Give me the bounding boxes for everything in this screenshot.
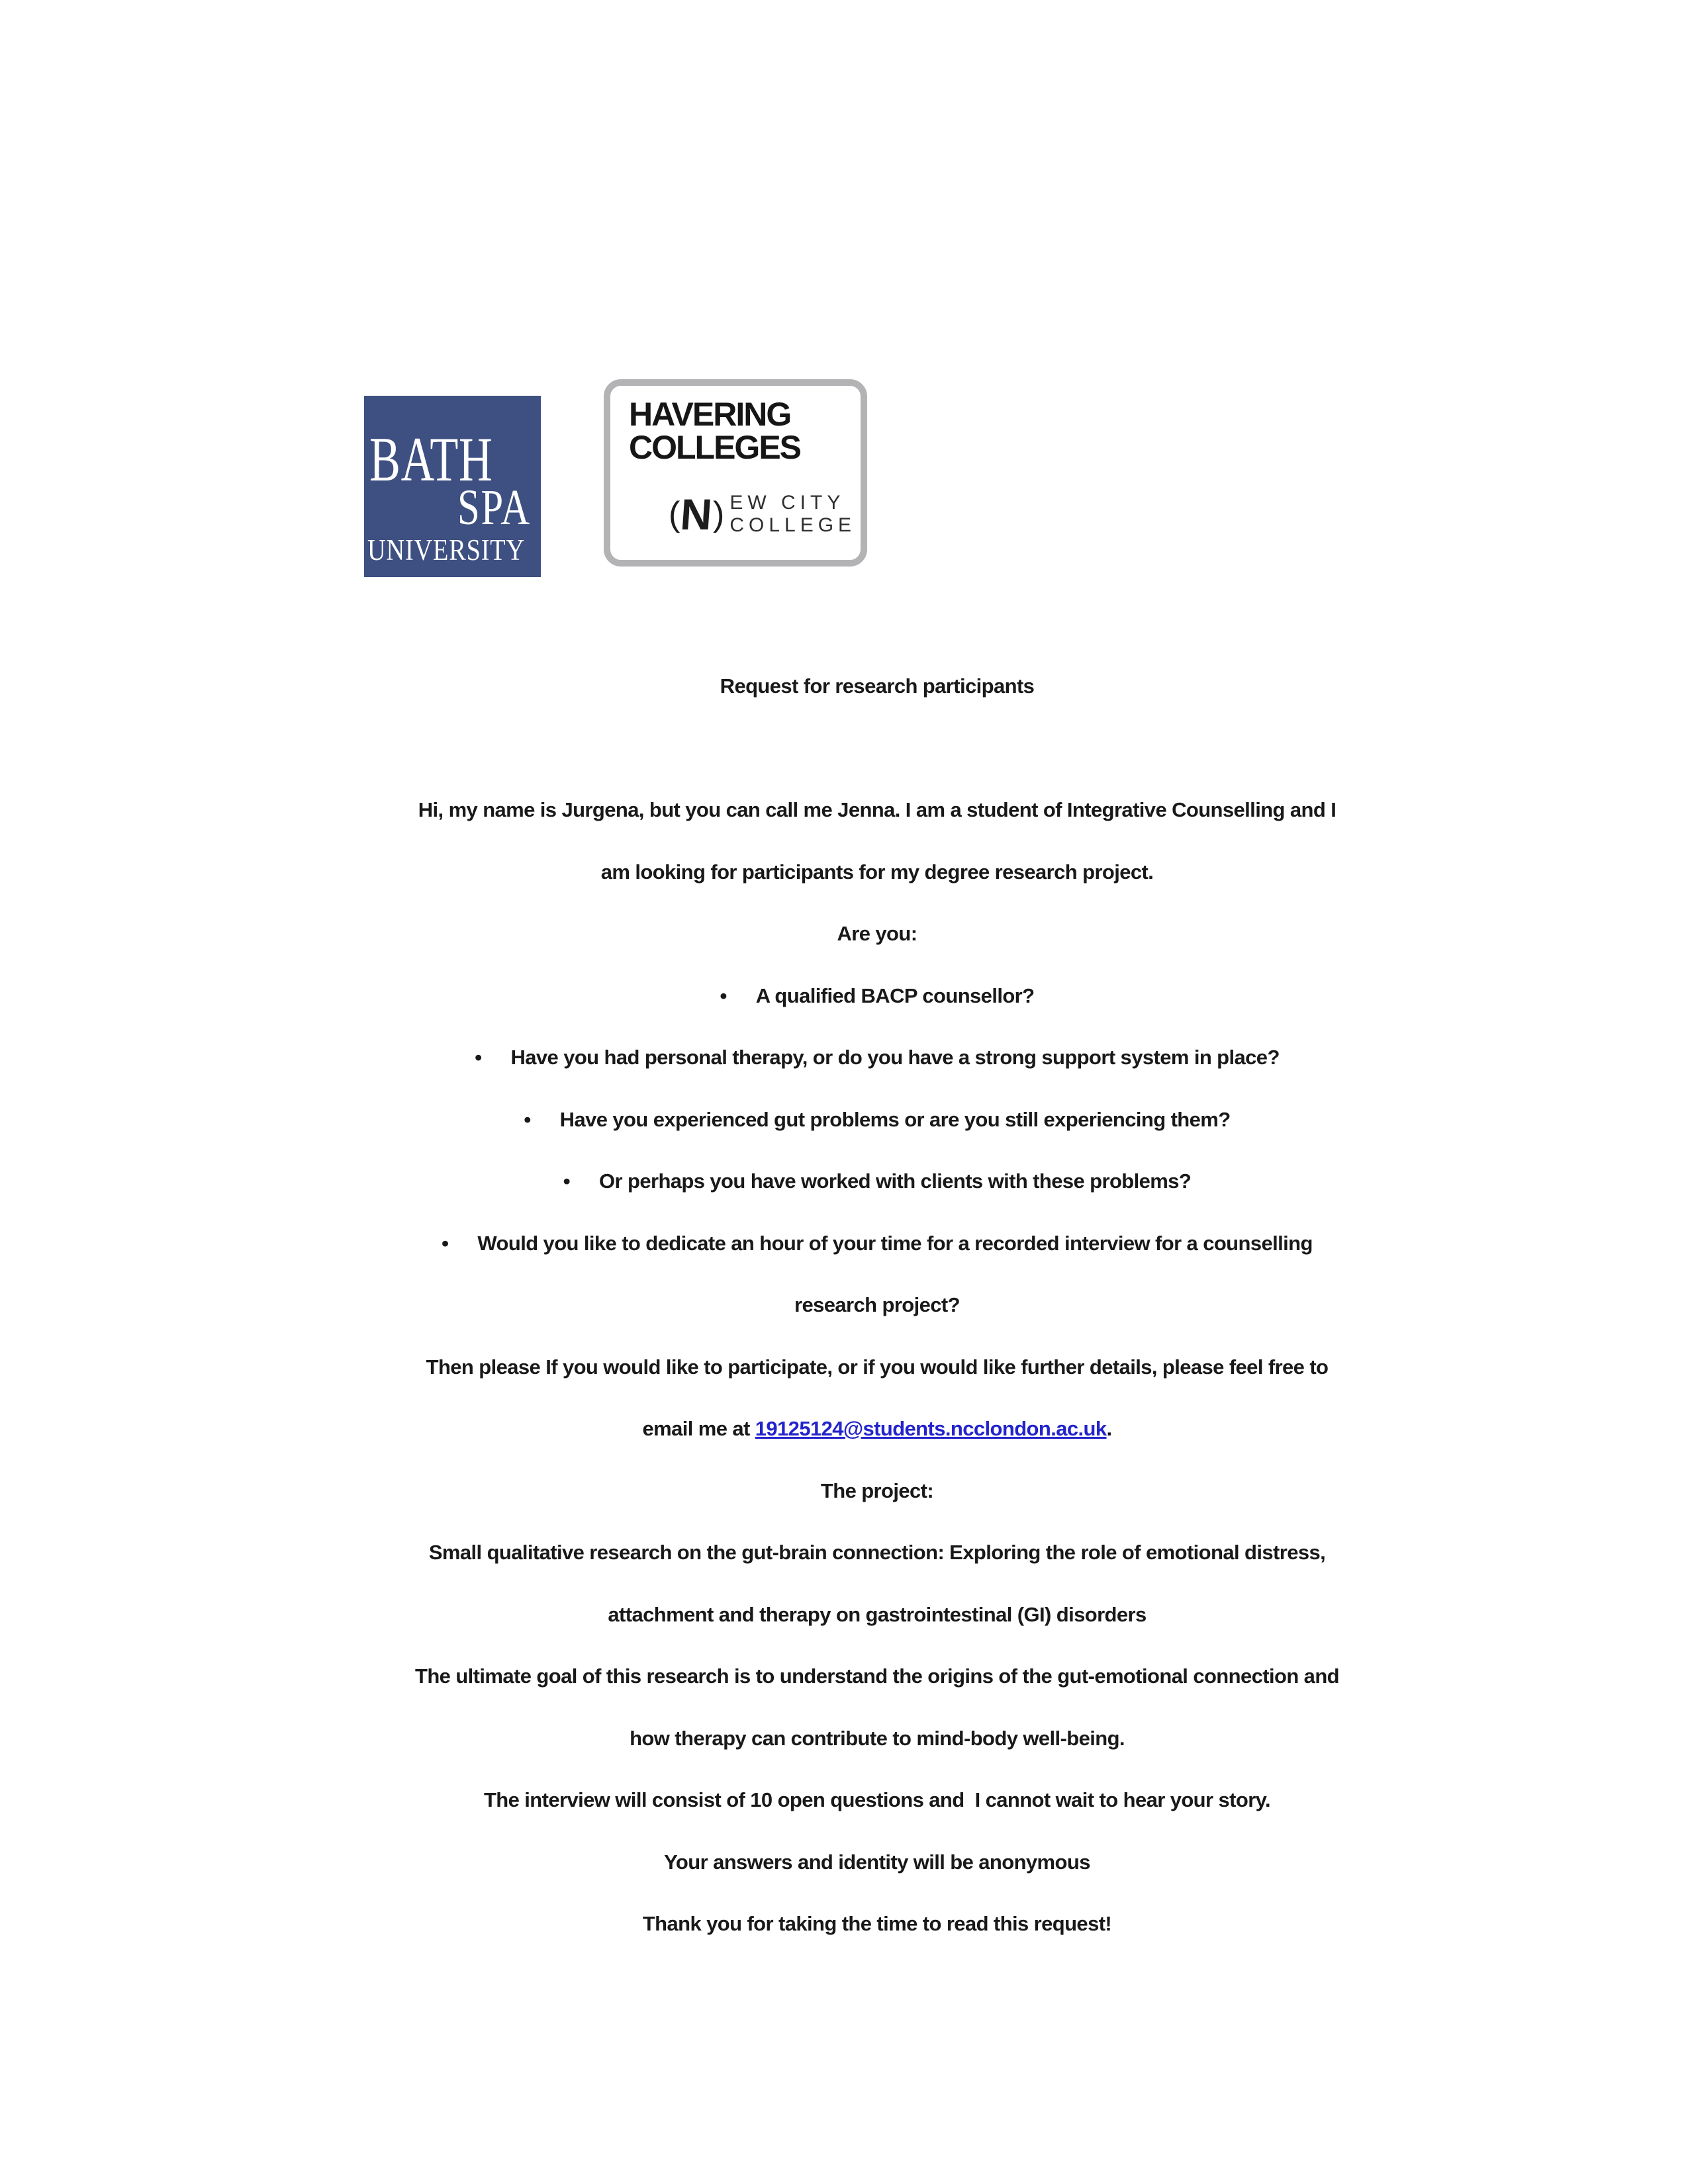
document-body [215,655,1539,1955]
email-link[interactable]: 19125124@students.ncclondon.ac.uk [755,1417,1107,1440]
havering-colleges-wordmark [629,398,800,464]
bullet-icon: • [720,983,727,1007]
email-prefix: email me at [642,1417,755,1440]
intro-line-1: Hi, my name is Jurgena, but you can call me Jenna. I am a student of Integrative Counselling and I [418,798,1336,821]
ncc-line-ew-city: EW CITY [729,492,845,514]
bullet-icon: • [524,1107,531,1131]
project-line-2: attachment and therapy on gastrointestinal (GI) disorders [608,1602,1147,1626]
bullet-text-5: Would you like to dedicate an hour of your time for a recorded interview for a counselling [477,1231,1313,1255]
participate-line: Then please If you would like to participate, or if you would like further details, please feel free to [426,1355,1329,1379]
project-line-3: The ultimate goal of this research is to understand the origins of the gut-emotional connection and [415,1664,1339,1688]
ncc-wordmark [729,492,856,537]
closing-line-2: Your answers and identity will be anonymous [664,1850,1090,1874]
bullet-icon: • [563,1169,571,1193]
bathspa-word-bath: BATH [369,424,493,494]
email-suffix: . [1106,1417,1112,1440]
ncc-n-icon: N [679,490,714,539]
bullet-item-1 [215,965,1539,1027]
page-title: Request for research participants [720,674,1035,698]
closing-line-3: Thank you for taking the time to read this request! [642,1912,1112,1935]
bullet-text-2: Have you had personal therapy, or do you have a strong support system in place? [510,1046,1280,1069]
ncc-line-college: COLLEGE [729,514,857,536]
new-city-college-mark [669,492,856,537]
ncc-paren-open: ( [669,495,680,533]
blank-line [215,717,1539,780]
bullet-icon: • [475,1046,482,1069]
email-line [215,1398,1539,1460]
bathspa-word-spa: SPA [457,480,531,535]
bathspa-university-logo [364,396,541,577]
bullet-icon: • [442,1231,449,1255]
bullet-item-4 [215,1150,1539,1212]
bullet-item-5 [215,1212,1539,1275]
project-heading: The project: [820,1479,934,1502]
project-line-1: Small qualitative research on the gut-brain connection: Exploring the role of emotional distress, [428,1541,1326,1564]
bullet-item-3 [215,1089,1539,1151]
colleges-word: COLLEGES [629,429,801,466]
project-line-4: how therapy can contribute to mind-body well-being. [630,1726,1125,1750]
are-you-heading: Are you: [837,922,917,945]
bullet-text-4: Or perhaps you have worked with clients with these problems? [599,1169,1192,1193]
havering-colleges-logo [604,379,867,567]
havering-word: HAVERING [629,396,791,433]
bullet-text-1: A qualified BACP counsellor? [755,983,1035,1007]
closing-line-1: The interview will consist of 10 open questions and I cannot wait to hear your story. [483,1788,1271,1811]
bullet-item-5-continuation: research project? [794,1293,960,1316]
intro-line-2: am looking for participants for my degree research project. [600,860,1154,884]
bathspa-word-university: UNIVERSITY [367,533,525,567]
bullet-text-3: Have you experienced gut problems or are you still experiencing them? [559,1107,1231,1131]
bullet-item-2 [215,1026,1539,1089]
ncc-paren-close: ) [713,495,725,533]
